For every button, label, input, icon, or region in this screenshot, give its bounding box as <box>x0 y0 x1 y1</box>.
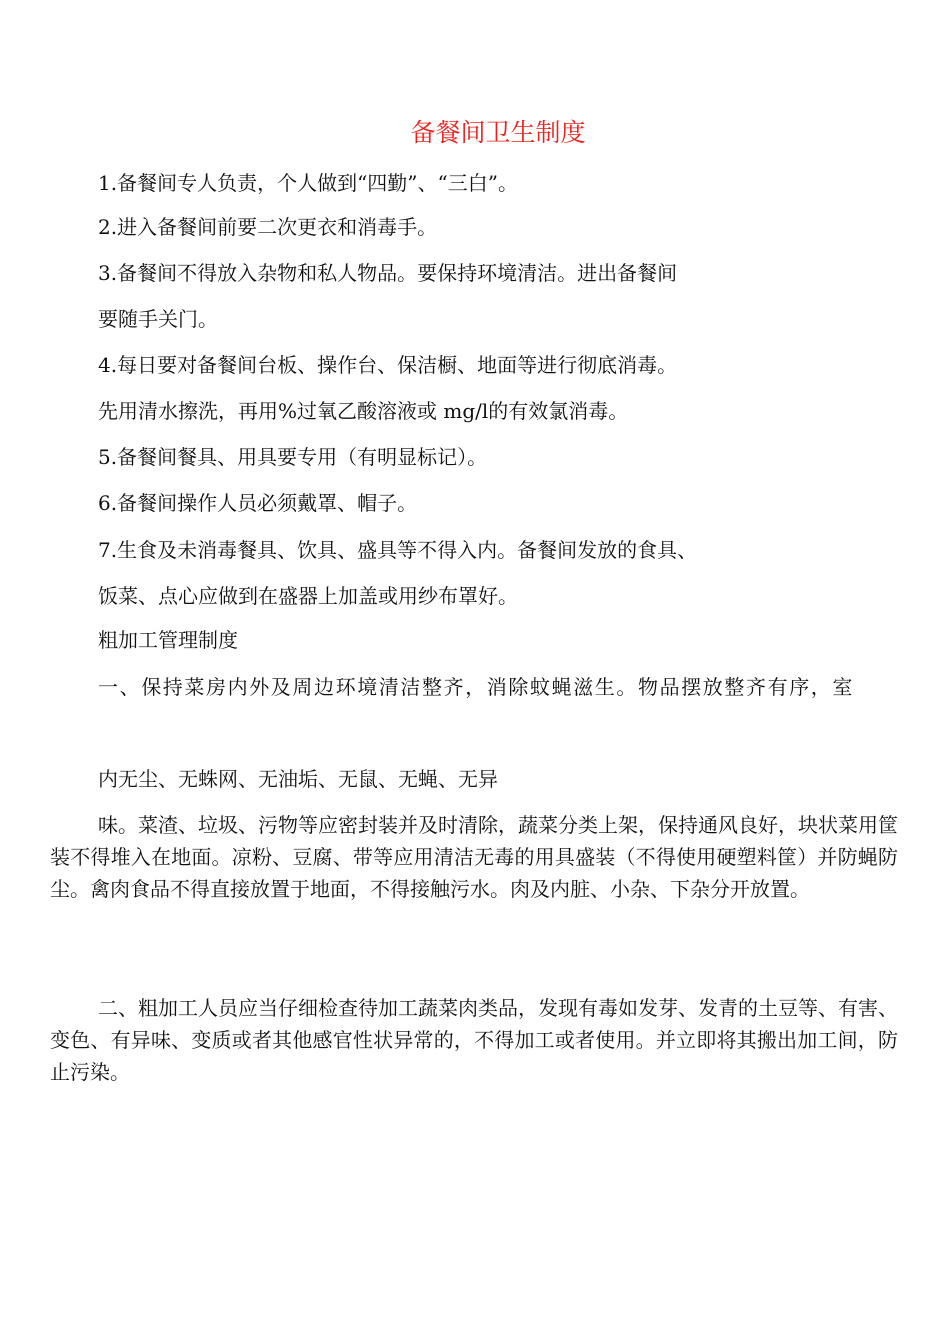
paragraph-1-cont: 内无尘、无蛛网、无油垢、无鼠、无蝇、无异 <box>98 767 498 791</box>
document-title: 备餐间卫生制度 <box>410 118 586 147</box>
rule-line-7-cont: 饭菜、点心应做到在盛器上加盖或用纱布罩好。 <box>98 584 518 608</box>
rule-line-4: 4.每日要对备餐间台板、操作台、保洁橱、地面等进行彻底消毒。 <box>98 353 678 377</box>
rule-line-3: 3.备餐间不得放入杂物和私人物品。要保持环境清洁。进出备餐间 <box>98 261 678 285</box>
rule-line-5: 5.备餐间餐具、用具要专用（有明显标记）。 <box>98 445 488 469</box>
paragraph-3: 二、粗加工人员应当仔细检查待加工蔬菜肉类品，发现有毒如发芽、发青的土豆等、有害、变色、有异味、变质或者其他感官性状异常的，不得加工或者使用。并立即将其搬出加工间，防止污染。 <box>50 996 898 1084</box>
rule-line-4-cont: 先用清水擦洗，再用%过氧乙酸溶液或 mg/l的有效氯消毒。 <box>98 399 629 423</box>
rule-line-1: 1.备餐间专人负责，个人做到“四勤”、“三白”。 <box>98 171 518 195</box>
rule-line-7: 7.生食及未消毒餐具、饮具、盛具等不得入内。备餐间发放的食具、 <box>98 538 698 562</box>
paragraph-2: 味。菜渣、垃圾、污物等应密封装并及时清除，蔬菜分类上架，保持通风良好，块状菜用筐装不得堆入在地面。凉粉、豆腐、带等应用清洁无毒的用具盛装（不得使用硬塑料筐）并防蝇防尘。禽肉食品不得直接放置于地面，不得接触污水。肉及内脏、小杂、下杂分开放置。 <box>50 813 898 901</box>
rule-line-6: 6.备餐间操作人员必须戴罩、帽子。 <box>98 491 418 515</box>
rule-line-2: 2.进入备餐间前要二次更衣和消毒手。 <box>98 215 438 239</box>
paragraph-1: 一、保持菜房内外及周边环境清洁整齐，消除蚊蝇滋生。物品摆放整齐有序，室 <box>98 675 854 699</box>
section-heading: 粗加工管理制度 <box>98 628 238 652</box>
rule-line-3-cont: 要随手关门。 <box>98 307 218 331</box>
